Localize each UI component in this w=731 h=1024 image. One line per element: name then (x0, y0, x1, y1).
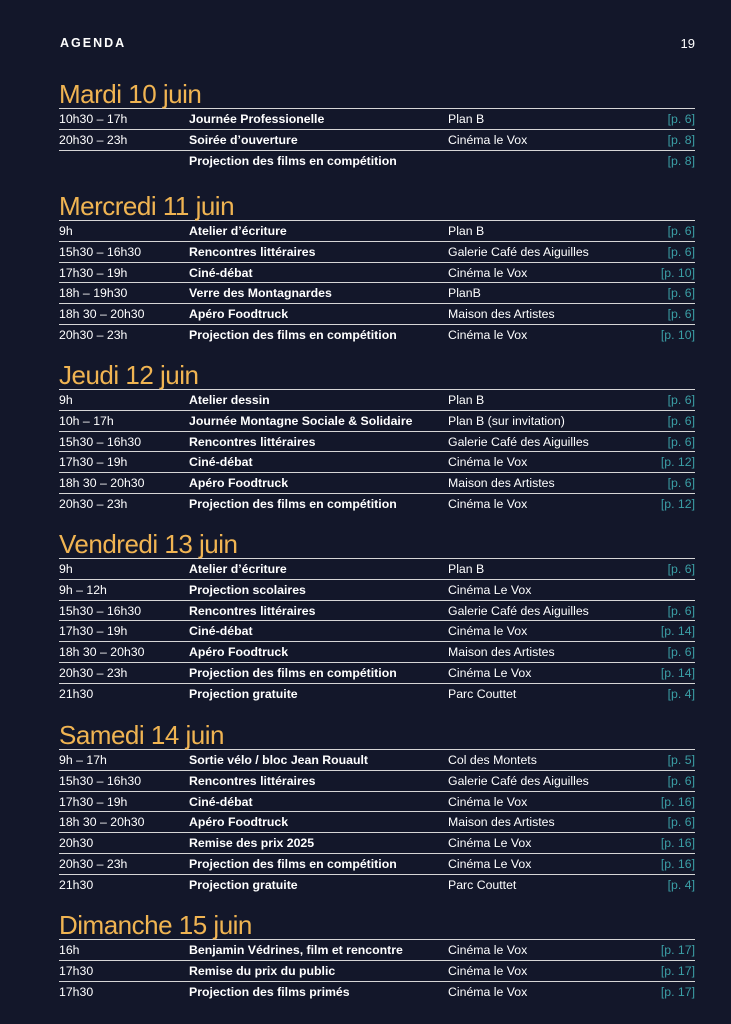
event-row (59, 771, 695, 792)
event-venue: Plan B (448, 224, 485, 238)
event-list (59, 389, 695, 514)
event-time: 15h30 – 16h30 (59, 244, 142, 259)
event-name: Apéro Foodtruck (189, 815, 289, 830)
event-venue: Parc Couttet (448, 877, 517, 892)
page-reference: [p. 5] (667, 753, 695, 767)
page-reference: [p. 16] (660, 794, 695, 809)
page-reference: [p. 6] (667, 645, 695, 660)
event-venue: Parc Couttet (448, 686, 517, 701)
event-row (59, 833, 695, 854)
event-row (59, 812, 695, 833)
day-title: Mardi 10 juin (59, 79, 202, 109)
event-row (59, 432, 695, 453)
event-row (59, 601, 695, 622)
event-venue: Cinéma le Vox (448, 455, 528, 470)
day-section (59, 81, 695, 170)
page-reference: [p. 10] (660, 265, 695, 280)
event-name: Projection des films en compétition (189, 496, 397, 511)
event-row (59, 283, 695, 304)
event-row (59, 325, 695, 345)
page-reference: [p. 14] (660, 665, 695, 680)
event-time: 9h – 17h (59, 753, 107, 767)
page-header (60, 36, 695, 52)
event-time: 20h30 – 23h (59, 327, 128, 342)
event-venue: Plan B (448, 562, 485, 576)
page-reference: [p. 17] (660, 963, 695, 978)
page-reference: [p. 6] (667, 244, 695, 259)
event-name: Ciné-débat (189, 794, 253, 809)
event-time: 20h30 – 23h (59, 496, 128, 511)
event-row (59, 411, 695, 432)
event-time: 20h30 – 23h (59, 856, 128, 871)
event-name: Atelier d’écriture (189, 224, 287, 238)
event-name: Atelier dessin (189, 393, 270, 407)
event-venue: Cinéma Le Vox (448, 665, 532, 680)
event-row (59, 663, 695, 684)
event-name: Projection des films en compétition (189, 327, 397, 342)
page-reference: [p. 4] (667, 877, 695, 892)
event-name: Rencontres littéraires (189, 603, 316, 618)
page-reference: [p. 6] (667, 307, 695, 322)
event-row (59, 494, 695, 514)
event-row (59, 130, 695, 151)
event-row (59, 940, 695, 961)
event-list (59, 558, 695, 704)
day-section (59, 362, 695, 514)
event-time: 10h30 – 17h (59, 112, 128, 126)
event-list (59, 939, 695, 1001)
event-time: 21h30 (59, 877, 94, 892)
event-time: 9h – 12h (59, 582, 107, 597)
page-reference: [p. 6] (667, 112, 695, 126)
event-name: Projection des films en compétition (189, 153, 397, 168)
event-name: Rencontres littéraires (189, 434, 316, 449)
event-venue: Cinéma Le Vox (448, 856, 532, 871)
event-venue: Maison des Artistes (448, 476, 555, 491)
event-time: 9h (59, 393, 73, 407)
event-venue: Galerie Café des Aiguilles (448, 434, 589, 449)
event-time: 18h 30 – 20h30 (59, 307, 145, 322)
page-reference: [p. 6] (667, 434, 695, 449)
event-row (59, 109, 695, 130)
event-name: Ciné-débat (189, 455, 253, 470)
event-venue: Cinéma le Vox (448, 496, 528, 511)
event-row (59, 750, 695, 771)
page-reference: [p. 6] (667, 562, 695, 576)
event-name: Projection des films primés (189, 984, 350, 999)
event-row (59, 473, 695, 494)
day-title: Samedi 14 juin (59, 720, 224, 750)
page-reference: [p. 6] (667, 773, 695, 788)
event-time: 17h30 – 19h (59, 455, 128, 470)
event-row (59, 854, 695, 875)
event-venue: Plan B (448, 112, 485, 126)
event-name: Remise des prix 2025 (189, 836, 315, 851)
event-row (59, 559, 695, 580)
event-venue: Cinéma le Vox (448, 943, 528, 957)
event-name: Projection scolaires (189, 582, 306, 597)
event-venue: Plan B (sur invitation) (448, 413, 565, 428)
page-reference: [p. 6] (667, 413, 695, 428)
event-time: 9h (59, 224, 73, 238)
event-row (59, 642, 695, 663)
day-title: Jeudi 12 juin (59, 360, 199, 390)
event-name: Apéro Foodtruck (189, 476, 289, 491)
event-name: Ciné-débat (189, 624, 253, 639)
page-reference: [p. 6] (667, 393, 695, 407)
event-name: Benjamin Védrines, film et rencontre (189, 943, 403, 957)
event-venue: Cinéma le Vox (448, 794, 528, 809)
event-row (59, 621, 695, 642)
event-list (59, 749, 695, 895)
event-list (59, 108, 695, 170)
event-row (59, 390, 695, 411)
event-time: 18h – 19h30 (59, 286, 128, 301)
page-reference: [p. 10] (660, 327, 695, 342)
page-reference: [p. 6] (667, 224, 695, 238)
event-time: 17h30 – 19h (59, 265, 128, 280)
event-venue: PlanB (448, 286, 481, 301)
event-venue: Cinéma Le Vox (448, 836, 532, 851)
event-time: 20h30 – 23h (59, 132, 128, 147)
event-time: 9h (59, 562, 73, 576)
event-name: Verre des Montagnardes (189, 286, 332, 301)
event-name: Remise du prix du public (189, 963, 336, 978)
event-venue: Plan B (448, 393, 485, 407)
event-time: 18h 30 – 20h30 (59, 815, 145, 830)
event-name: Apéro Foodtruck (189, 307, 289, 322)
event-venue: Maison des Artistes (448, 815, 555, 830)
event-name: Rencontres littéraires (189, 773, 316, 788)
page-reference: [p. 8] (667, 132, 695, 147)
event-row (59, 961, 695, 982)
event-row (59, 982, 695, 1002)
day-section (59, 722, 695, 895)
day-title: Vendredi 13 juin (59, 529, 238, 559)
event-row (59, 580, 695, 601)
event-row (59, 875, 695, 895)
event-name: Atelier d’écriture (189, 562, 287, 576)
event-venue: Cinéma le Vox (448, 327, 528, 342)
event-venue: Galerie Café des Aiguilles (448, 244, 589, 259)
event-venue: Col des Montets (448, 753, 537, 767)
event-venue: Maison des Artistes (448, 645, 555, 660)
day-section (59, 531, 695, 704)
event-row (59, 684, 695, 704)
day-title: Mercredi 11 juin (59, 191, 235, 221)
event-venue: Galerie Café des Aiguilles (448, 603, 589, 618)
day-section (59, 912, 695, 1001)
event-name: Journée Professionelle (189, 112, 325, 126)
event-time: 16h (59, 943, 80, 957)
event-list (59, 220, 695, 345)
page-reference: [p. 17] (660, 984, 695, 999)
event-time: 17h30 (59, 984, 94, 999)
event-row (59, 242, 695, 263)
page-reference: [p. 12] (660, 496, 695, 511)
page-reference: [p. 14] (660, 624, 695, 639)
event-venue: Cinéma le Vox (448, 265, 528, 280)
page-number: 19 (680, 36, 695, 51)
page-reference: [p. 12] (660, 455, 695, 470)
event-row (59, 221, 695, 242)
event-row (59, 452, 695, 473)
page-reference: [p. 16] (660, 836, 695, 851)
event-venue: Cinéma le Vox (448, 963, 528, 978)
event-row (59, 263, 695, 284)
event-row (59, 792, 695, 813)
page-reference: [p. 6] (667, 286, 695, 301)
event-name: Apéro Foodtruck (189, 645, 289, 660)
event-name: Rencontres littéraires (189, 244, 316, 259)
event-name: Sortie vélo / bloc Jean Rouault (189, 753, 369, 767)
event-time: 20h30 – 23h (59, 665, 128, 680)
event-venue: Galerie Café des Aiguilles (448, 773, 589, 788)
event-name: Ciné-débat (189, 265, 253, 280)
section-title: AGENDA (60, 36, 127, 50)
event-venue: Maison des Artistes (448, 307, 555, 322)
page-reference: [p. 16] (660, 856, 695, 871)
page-reference: [p. 8] (667, 153, 695, 168)
event-time: 10h – 17h (59, 413, 114, 428)
event-venue: Cinéma le Vox (448, 624, 528, 639)
event-time: 17h30 – 19h (59, 624, 128, 639)
page-reference: [p. 4] (667, 686, 695, 701)
event-time: 17h30 (59, 963, 94, 978)
event-venue: Cinéma Le Vox (448, 582, 532, 597)
page-reference: [p. 17] (660, 943, 695, 957)
page-reference: [p. 6] (667, 476, 695, 491)
event-name: Soirée d’ouverture (189, 132, 298, 147)
event-name: Projection gratuite (189, 686, 298, 701)
event-time: 18h 30 – 20h30 (59, 645, 145, 660)
event-row (59, 151, 695, 171)
event-row (59, 304, 695, 325)
day-section (59, 193, 695, 345)
event-time: 15h30 – 16h30 (59, 773, 142, 788)
event-time: 18h 30 – 20h30 (59, 476, 145, 491)
event-time: 17h30 – 19h (59, 794, 128, 809)
day-title: Dimanche 15 juin (59, 910, 252, 940)
page-reference: [p. 6] (667, 815, 695, 830)
event-name: Journée Montagne Sociale & Solidaire (189, 413, 413, 428)
event-time: 15h30 – 16h30 (59, 603, 142, 618)
event-venue: Cinéma le Vox (448, 984, 528, 999)
event-time: 21h30 (59, 686, 94, 701)
event-name: Projection gratuite (189, 877, 298, 892)
event-name: Projection des films en compétition (189, 665, 397, 680)
event-time: 20h30 (59, 836, 94, 851)
page-reference: [p. 6] (667, 603, 695, 618)
event-venue: Cinéma le Vox (448, 132, 528, 147)
event-time: 15h30 – 16h30 (59, 434, 142, 449)
event-name: Projection des films en compétition (189, 856, 397, 871)
